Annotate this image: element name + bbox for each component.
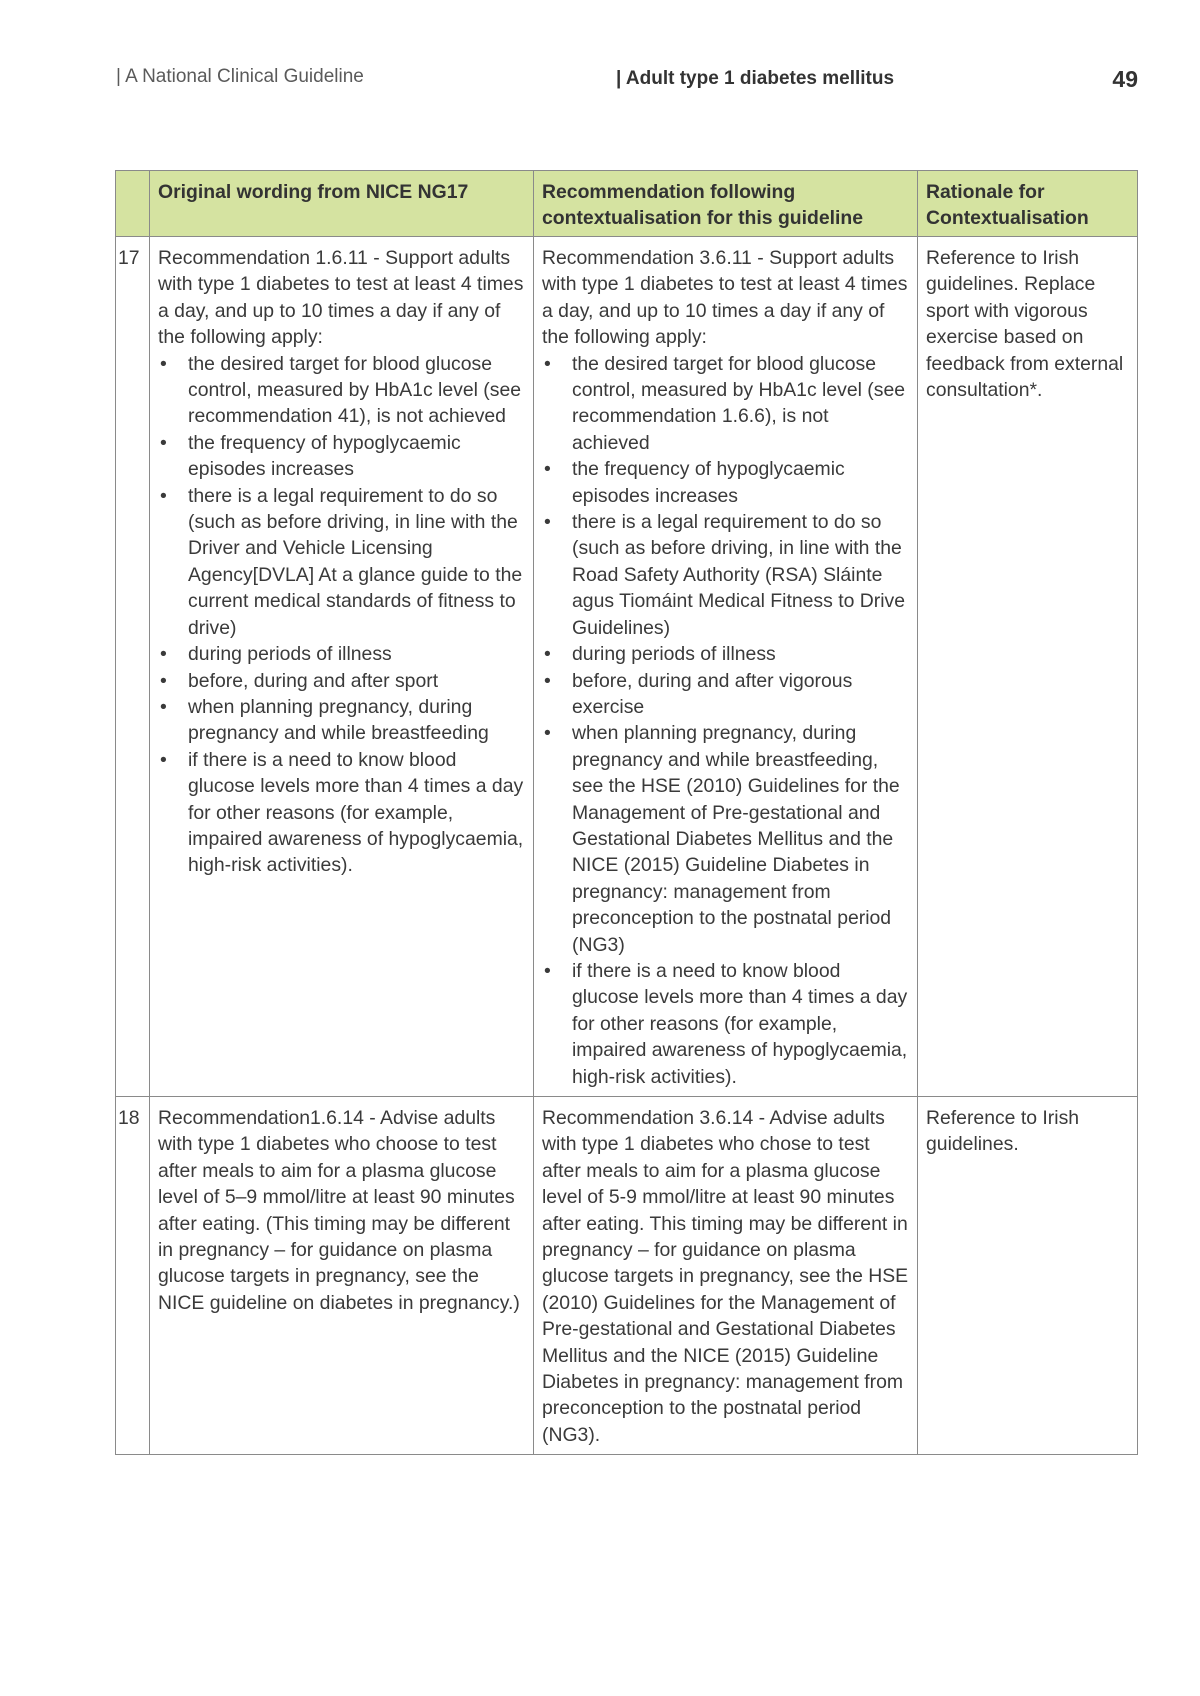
bullet-item: • during periods of illness <box>542 641 909 667</box>
recommendation-bullets <box>542 351 909 1090</box>
row-number: 18 <box>116 1097 150 1455</box>
recommendations-table <box>115 170 1138 1455</box>
bullet-item: • when planning pregnancy, during pregnancy and while breastfeeding <box>158 694 525 747</box>
original-wording-cell <box>150 1097 534 1455</box>
page-header <box>116 64 1136 100</box>
table-row <box>116 237 1138 1097</box>
recommendation-intro: Recommendation 3.6.14 - Advise adults with type 1 diabetes who chose to test after meals to aim for a plasma glucose level of 5-9 mmol/litre at least 90 minutes after eating. This timing may be different in pregnancy – for guidance on plasma glucose targets in pregnancy, see the HSE (2010) Guidelines for the Management of Pre-gestational and Gestational Diabetes Mellitus and the NICE (2015) Guideline Diabetes in pregnancy: management from preconception to the postnatal period (NG3). <box>542 1107 909 1446</box>
recommendation-cell <box>534 1097 918 1455</box>
bullet-item: • during periods of illness <box>158 641 525 667</box>
column-header-rationale: Rationale for Contextualisation <box>918 171 1138 237</box>
bullet-item: • the frequency of hypoglycaemic episodes increases <box>542 456 909 509</box>
bullet-item: • before, during and after sport <box>158 668 525 694</box>
original-wording-cell <box>150 237 534 1097</box>
document-series-title: | A National Clinical Guideline <box>116 66 364 87</box>
table-header-row <box>116 171 1138 237</box>
bullet-item: • the desired target for blood glucose control, measured by HbA1c level (see recommendation 1.6.6), is not achieved <box>542 351 909 457</box>
column-header-number <box>116 171 150 237</box>
bullet-item: • the desired target for blood glucose control, measured by HbA1c level (see recommendation 41), is not achieved <box>158 351 525 430</box>
bullet-item: • when planning pregnancy, during pregnancy and while breastfeeding, see the HSE (2010) Guidelines for the Management of Pre-gestational and Gestational Diabetes Mellitus and the NICE (2015) Guideline Diabetes in pregnancy: management from preconception to the postnatal period (NG3) <box>542 720 909 958</box>
column-header-recommendation: Recommendation following contextualisation for this guideline <box>534 171 918 237</box>
bullet-item: • there is a legal requirement to do so (such as before driving, in line with the Driver and Vehicle Licensing Agency[DVLA] At a glance guide to the current medical standards of fitness to drive) <box>158 483 525 641</box>
table-row <box>116 1097 1138 1455</box>
recommendation-cell <box>534 237 918 1097</box>
original-wording-intro: Recommendation 1.6.11 - Support adults with type 1 diabetes to test at least 4 times a day, and up to 10 times a day if any of the following apply: <box>158 247 524 349</box>
bullet-item: • before, during and after vigorous exercise <box>542 668 909 721</box>
column-header-original: Original wording from NICE NG17 <box>150 171 534 237</box>
bullet-item: • if there is a need to know blood glucose levels more than 4 times a day for other reasons (for example, impaired awareness of hypoglycaemia, high-risk activities). <box>158 747 525 879</box>
bullet-item: • the frequency of hypoglycaemic episodes increases <box>158 430 525 483</box>
rationale-text: Reference to Irish guidelines. Replace sport with vigorous exercise based on feedback from external consultation*. <box>926 247 1124 402</box>
document-title: | Adult type 1 diabetes mellitus <box>616 68 895 89</box>
original-wording-bullets <box>158 351 525 879</box>
rationale-cell <box>918 1097 1138 1455</box>
rationale-cell <box>918 237 1138 1097</box>
rationale-text: Reference to Irish guidelines. <box>926 1107 1080 1156</box>
row-number: 17 <box>116 237 150 1097</box>
bullet-item: • there is a legal requirement to do so (such as before driving, in line with the Road Safety Authority (RSA) Sláinte agus Tiomáint Medical Fitness to Drive Guidelines) <box>542 509 909 641</box>
original-wording-intro: Recommendation1.6.14 - Advise adults with type 1 diabetes who choose to test after meals to aim for a plasma glucose level of 5–9 mmol/litre at least 90 minutes after eating. (This timing may be different in pregnancy – for guidance on plasma glucose targets in pregnancy, see the NICE guideline on diabetes in pregnancy.) <box>158 1107 520 1314</box>
recommendation-intro: Recommendation 3.6.11 - Support adults with type 1 diabetes to test at least 4 times a day, and up to 10 times a day if any of the following apply: <box>542 247 908 349</box>
bullet-item: • if there is a need to know blood glucose levels more than 4 times a day for other reasons (for example, impaired awareness of hypoglycaemia, high-risk activities). <box>542 958 909 1090</box>
page-number: 49 <box>1112 66 1138 92</box>
